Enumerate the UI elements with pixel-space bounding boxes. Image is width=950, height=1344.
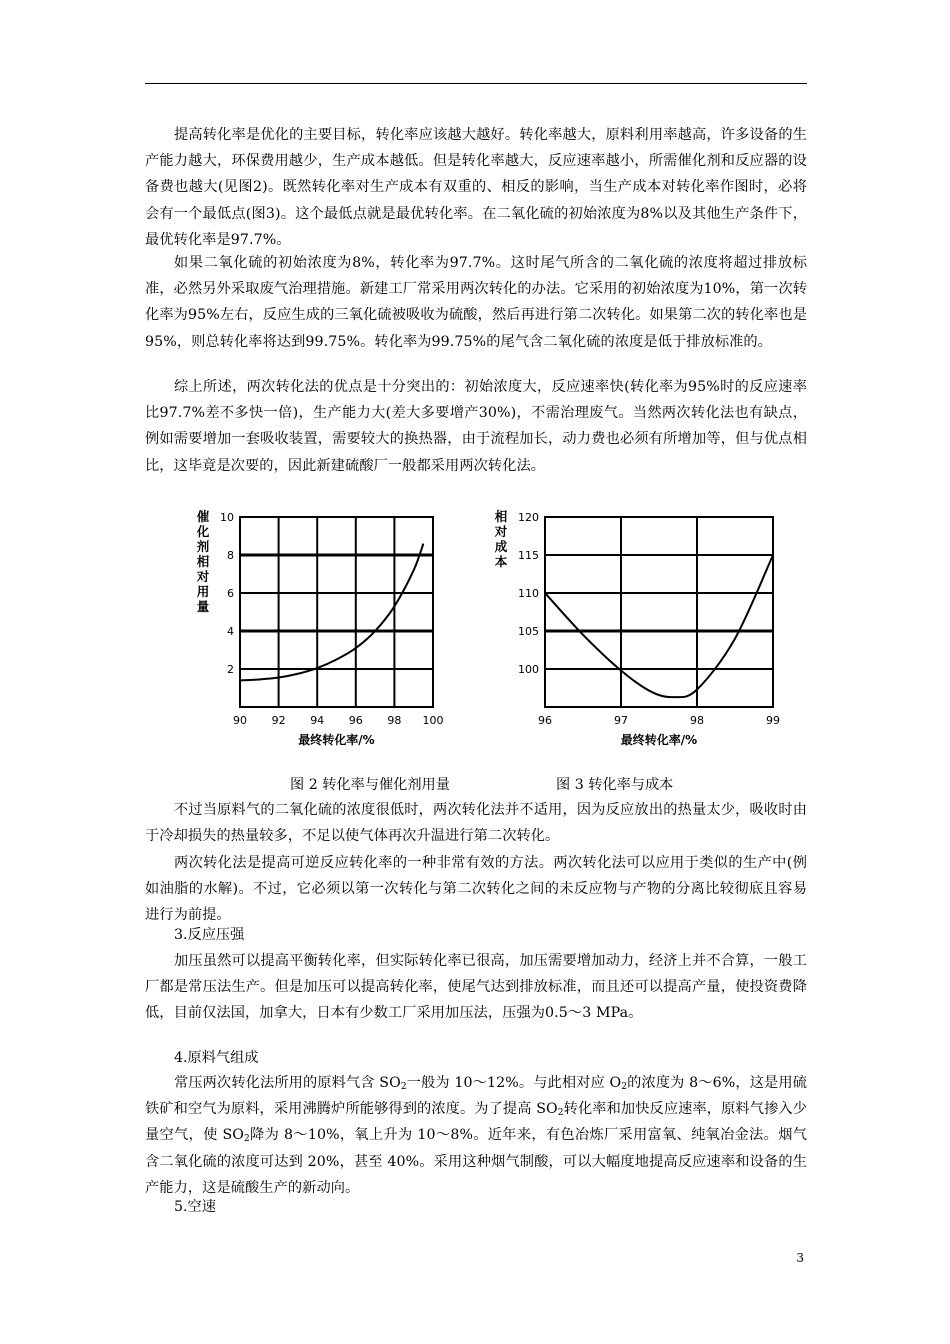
- y-axis-label-char: 催: [196, 509, 210, 524]
- y-tick-label: 8: [227, 549, 234, 562]
- x-axis-label: 最终转化率/%: [620, 733, 698, 747]
- figure-3-caption: 图 3 转化率与成本: [556, 777, 674, 793]
- paragraph-summary: 综上所述，两次转化法的优点是十分突出的：初始浓度大，反应速率快(转化率为95%时的反应速率比97.7%差不多快一倍)，生产能力大(差大多要增产30%)，不需治理废气。当然两次转化法也有缺点，例如需要增加一套吸收装置，需要较大的换热器，由于流程加长，动力费也必须有所增加等，但与优点相比，这毕竟是次要的，因此新建硫酸厂一般都采用两次转化法。: [145, 379, 807, 474]
- y-axis-label-char: 量: [196, 599, 210, 614]
- y-tick-label: 105: [518, 625, 539, 638]
- x-tick-label: 92: [271, 714, 286, 727]
- y-tick-label: 6: [227, 587, 234, 600]
- x-tick-label: 99: [766, 714, 780, 727]
- y-tick-label: 110: [518, 587, 539, 600]
- paragraph-feed-gas: 常压两次转化法所用的原料气含 $SO_2$一般为 10～12%。与此相对应 $O_2$的浓度为 8～6%，这是用硫铁矿和空气为原料，采用沸腾炉所能够得到的浓度。为了提高 $SO_2$转化率和加快反应速率，原料气掺入少量空气，使 $SO_2$降为 8～10%，氧上升为 10～8%。近年来，有色冶炼厂采用富氧、纯氧冶金法。烟气含二氧化硫的浓度可达到 20%，甚至 40%。采用这种烟气制酸，可以大幅度地提高反应速率和设备的生产能力，这是硫酸生产的新动向。: [145, 1075, 808, 1196]
- x-tick-label: 90: [233, 714, 247, 727]
- chart-cost: [488, 505, 798, 755]
- y-axis-label-char: 本: [494, 554, 508, 569]
- paragraph-two-conversion: 如果二氧化硫的初始浓度为8%，转化率为97.7%。这时尾气所含的二氧化硫的浓度将超过排放标准，必然另外采取废气治理措施。新建工厂常采用两次转化的办法。它采用的初始浓度为10%，第一次转化率为95%左右，反应生成的三氧化硫被吸收为硫酸，然后再进行第二次转化。如果第二次的转化率也是95%，则总转化率将达到99.75%。转化率为99.75%的尾气含二氧化硫的浓度是低于排放标准的。: [145, 255, 807, 350]
- heading-space-velocity: 5.空速: [174, 1199, 216, 1215]
- paragraph-optimization: 提高转化率是优化的主要目标，转化率应该越大越好。转化率越大，原料利用率越高，许多设备的生产能力越大，环保费用越少，生产成本越低。但是转化率越大，反应速率越小，所需催化剂和反应器的设备费也越大(见图2)。既然转化率对生产成本有双重的、相反的影响，当生产成本对转化率作图时，必将会有一个最低点(图3)。这个最低点就是最优转化率。在二氧化硫的初始浓度为8%以及其他生产条件下，最优转化率是97.7%。: [145, 127, 807, 248]
- heading-pressure: 3.反应压强: [174, 927, 245, 943]
- x-tick-label: 98: [387, 714, 402, 727]
- y-axis-label-char: 成: [494, 539, 508, 554]
- y-tick-label: 115: [518, 549, 539, 562]
- y-tick-label: 2: [227, 663, 234, 676]
- x-tick-label: 100: [422, 714, 444, 727]
- paragraph-pressure: 加压虽然可以提高平衡转化率，但实际转化率已很高，加压需要增加动力，经济上并不合算，一般工厂都是常压法生产。但是加压可以提高转化率，使尾气达到排放标准，而且还可以提高产量，使投资费降低，目前仅法国，加拿大，日本有少数工厂采用加压法，压强为0.5～3 MPa。: [145, 953, 807, 1022]
- y-axis-label-char: 剂: [196, 539, 210, 554]
- y-axis-label-char: 用: [196, 584, 210, 599]
- x-tick-label: 94: [310, 714, 325, 727]
- y-axis-label-char: 对: [494, 524, 508, 539]
- y-axis-label-char: 对: [196, 569, 210, 584]
- plot-frame: [545, 517, 773, 707]
- y-axis-label-char: 相: [494, 509, 508, 524]
- figure-2-caption: 图 2 转化率与催化剂用量: [290, 777, 450, 793]
- y-axis-label-char: 化: [196, 524, 210, 539]
- page-number: 3: [796, 1251, 804, 1265]
- y-tick-label: 100: [518, 663, 539, 676]
- heading-feed-gas: 4.原料气组成: [174, 1050, 259, 1066]
- header-rule: [145, 83, 807, 84]
- series-line: [545, 555, 773, 697]
- y-tick-label: 120: [518, 511, 539, 524]
- x-tick-label: 96: [538, 714, 552, 727]
- x-tick-label: 97: [614, 714, 628, 727]
- y-tick-label: 10: [220, 511, 234, 524]
- y-axis-label-char: 相: [196, 554, 210, 569]
- x-tick-label: 96: [348, 714, 363, 727]
- y-tick-label: 4: [227, 625, 234, 638]
- chart-catalyst-usage: [190, 505, 460, 755]
- x-axis-label: 最终转化率/%: [298, 733, 375, 747]
- paragraph-method: 两次转化法是提高可逆反应转化率的一种非常有效的方法。两次转化法可以应用于类似的生产中(例如油脂的水解)。不过，它必须以第一次转化与第二次转化之间的未反应物与产物的分离比较彻底且容易进行为前提。: [145, 855, 807, 924]
- series-line: [240, 544, 423, 681]
- paragraph-low-concentration: 不过当原料气的二氧化硫的浓度很低时，两次转化法并不适用，因为反应放出的热量太少，吸收时由于冷却损失的热量较多，不足以使气体再次升温进行第二次转化。: [145, 802, 807, 845]
- x-tick-label: 98: [690, 714, 704, 727]
